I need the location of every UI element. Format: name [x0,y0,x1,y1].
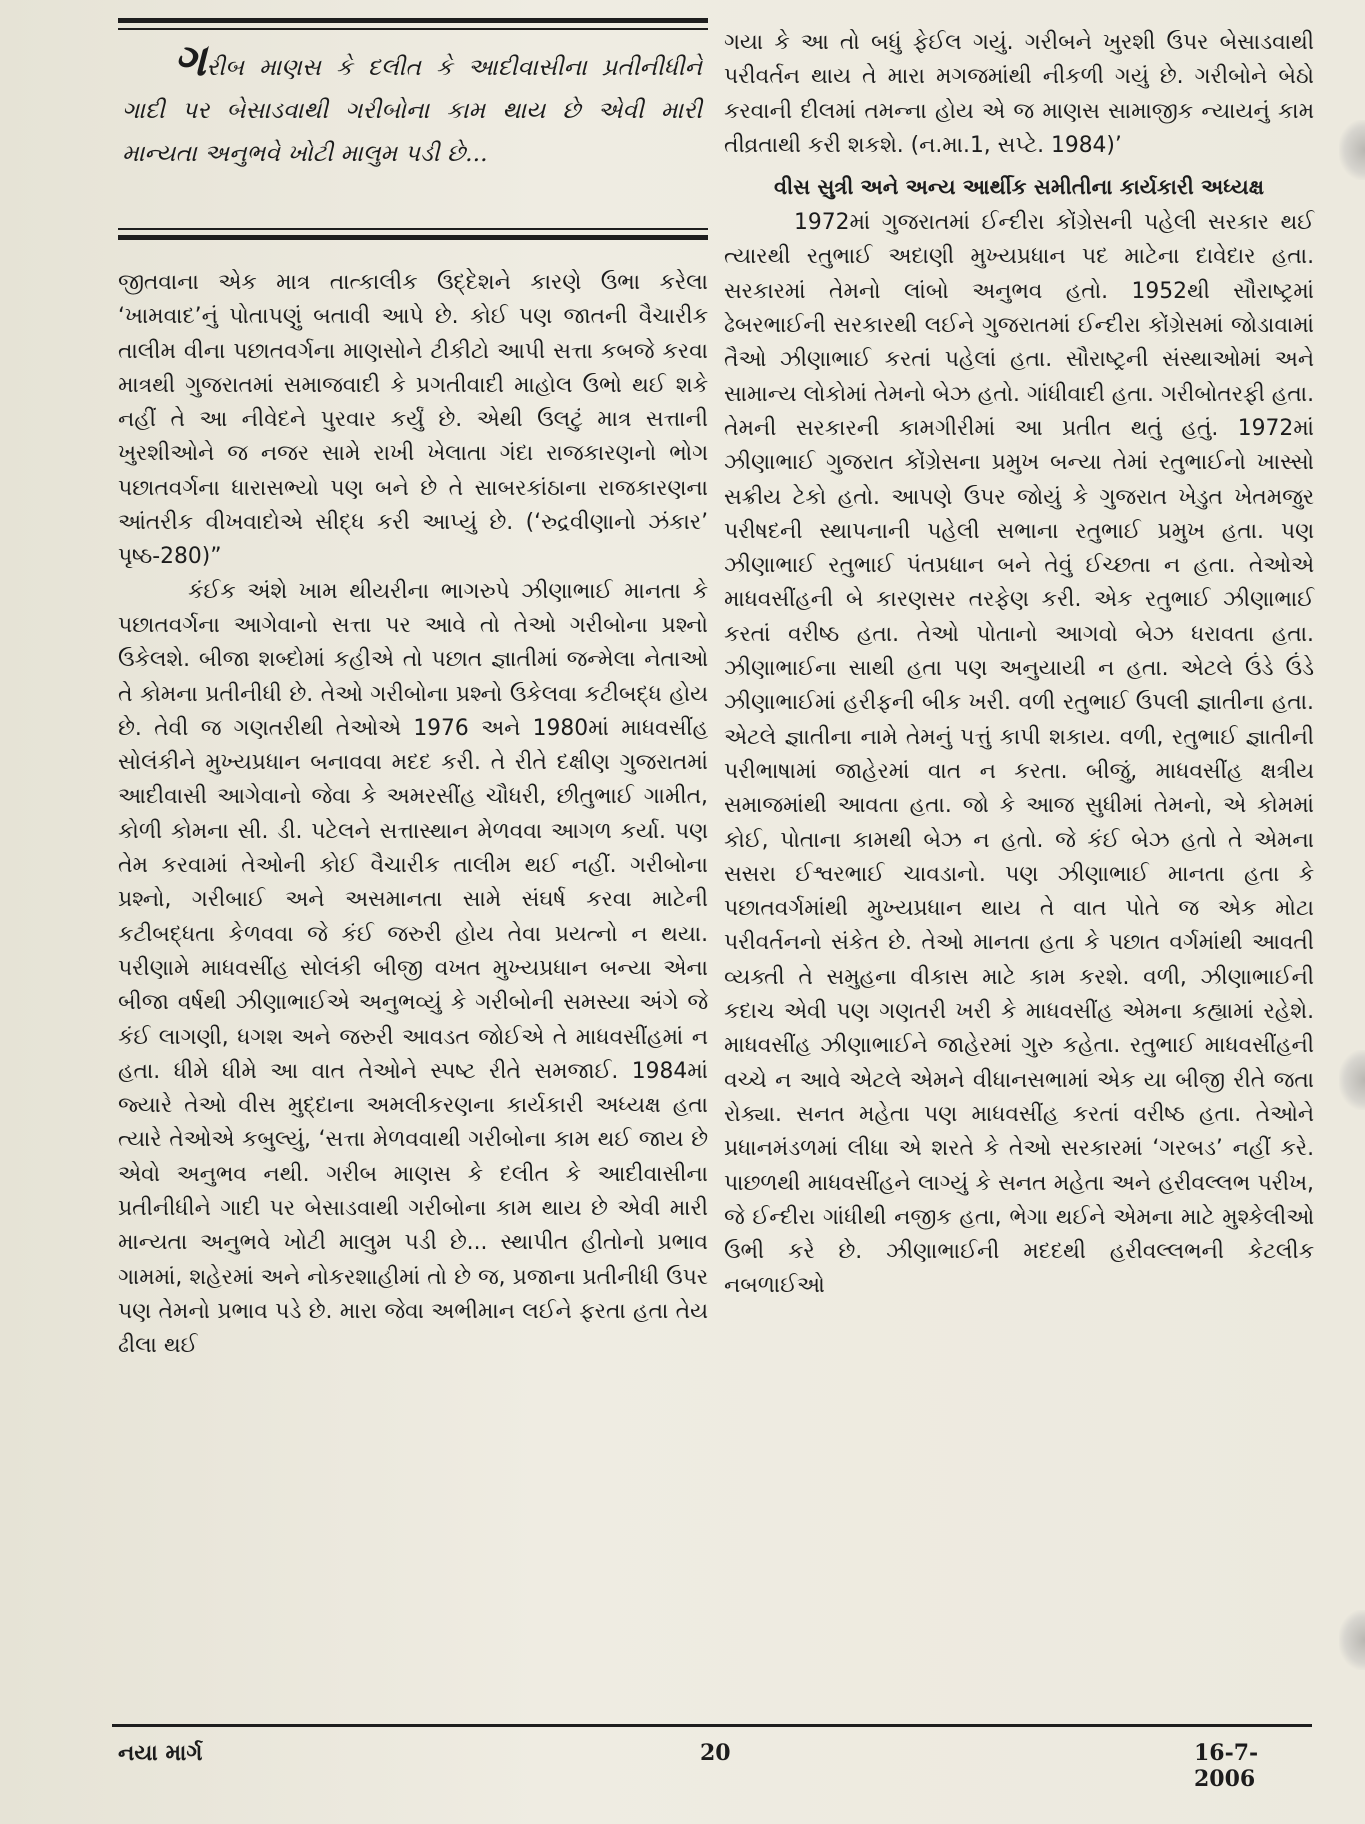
pull-quote [122,35,702,175]
page-number: 20 [700,1740,731,1766]
footer-rule [112,1724,1312,1727]
paragraph: ગયા કે આ તો બધું ફેઈલ ગયું. ગરીબને ખુરશી ઉપર બેસાડવાથી પરીવર્તન થાય તે મારા મગજમાંથી નીકળી ગયું છે. ગરીબોને બેઠો કરવાની દીલમાં તમન્ના હોય એ જ માણસ સામાજીક ન્યાયનું કામ તીવ્રતાથી કરી શકશે. (ન.મા.1, સપ્ટે. 1984)’ [724,30,1314,158]
publication-name: નયા માર્ગ [118,1740,203,1766]
paragraph: જીતવાના એક માત્ર તાત્કાલીક ઉદ્દેશને કારણે ઉભા કરેલા ‘ખામવાદ’નું પોતાપણું બતાવી આપે છે. કોઈ પણ જાતની વૈચારીક તાલીમ વીના પછાતવર્ગના માણસોને ટીકીટો આપી સત્તા કબજે કરવા માત્રથી ગુજરાતમાં સમાજવાદી કે પ્રગતીવાદી માહોલ ઉભો થઈ શકે નહીં તે આ નીવેદને પુરવાર કર્યું છે. એથી ઉલટું માત્ર સત્તાની ખુરશીઓને જ નજર સામે રાખી ખેલાતા ગંદા રાજકારણનો ભોગ પછાતવર્ગના ધારાસભ્યો પણ બને છે તે સાબરકાંઠાના રાજકારણના આંતરીક વીખવાદોએ સીદ્ધ કરી આપ્યું છે. (‘રુદ્રવીણાનો ઝંકાર’ પૃષ્ઠ-280)” [118,270,708,570]
section-heading: વીસ સુત્રી અને અન્ય આર્થીક સમીતીના કાર્યકારી અધ્યક્ષ [773,175,1264,200]
binding-hole [1339,120,1365,180]
issue-date: 16-7-2006 [1194,1740,1259,1792]
page-footer [112,1724,1312,1792]
paragraph: 1972માં ગુજરાતમાં ઈન્દીરા કોંગ્રેસની પહેલી સરકાર થઈ ત્યારથી રતુભાઈ અદાણી મુખ્યપ્રધાન પદ માટેના દાવેદાર હતા. સરકારમાં તેમનો લાંબો અનુભવ હતો. 1952થી સૌરાષ્ટ્રમાં ઢેબરભાઈની સરકારથી લઈને ગુજરાતમાં ઈન્દીરા કોંગ્રેસમાં જોડાવામાં તૈઓ ઝીણાભાઈ કરતાં પહેલાં હતા. સૌરાષ્ટ્રની સંસ્થાઓમાં અને સામાન્ય લોકોમાં તેમનો બેઝ હતો. ગાંધીવાદી હતા. ગરીબોતરફી હતા. તેમની સરકારની કામગીરીમાં આ પ્રતીત થતું હતું. 1972માં ઝીણાભાઈ ગુજરાત કોંગ્રેસના પ્રમુખ બન્યા તેમાં રતુભાઈનો ખાસ્સો સક્રીય ટેકો હતો. આપણે ઉપર જોયું કે ગુજરાત ખેડુત ખેતમજુર પરીષદની સ્થાપનાની પહેલી સભાના રતુભાઈ પ્રમુખ હતા. પણ ઝીણાભાઈ રતુભાઈ પંતપ્રધાન બને તેવું ઈચ્છતા ન હતા. તેઓએ માધવસીંહની બે કારણસર તરફેણ કરી. એક રતુભાઈ ઝીણાભાઈ કરતાં વરીષ્ઠ હતા. તેઓ પોતાનો આગવો બેઝ ધરાવતા હતા. ઝીણાભાઈના સાથી હતા પણ અનુયાયી ન હતા. એટલે ઉંડે ઉંડે ઝીણાભાઈમાં હરીફની બીક ખરી. વળી રતુભાઈ ઉપલી જ્ઞાતીના હતા. એટલે જ્ઞાતીના નામે તેમનું પત્તું કાપી શકાય. વળી, રતુભાઈ જ્ઞાતીની પરીભાષામાં જાહેરમાં વાત ન કરતા. બીજું, માધવસીંહ ક્ષત્રીય સમાજમાંથી આવતા હતા. જો કે આજ સુધીમાં તેમનો, એ કોમમાં કોઈ, પોતાના કામથી બેઝ ન હતો. જે કંઈ બેઝ હતો તે એમના સસરા ઈશ્વરભાઈ ચાવડાનો. પણ ઝીણાભાઈ માનતા હતા કે પછાતવર્ગમાંથી મુખ્યપ્રધાન થાય તે વાત પોતે જ એક મોટા પરીવર્તનનો સંકેત છે. તેઓ માનતા હતા કે પછાત વર્ગમાંથી આવતી વ્યક્તી તે સમુહના વીકાસ માટે કામ કરશે. વળી, ઝીણાભાઈની કદાચ એવી પણ ગણતરી ખરી કે માધવસીંહ એમના કહ્યામાં રહેશે. માધવસીંહ ઝીણાભાઈને જાહેરમાં ગુરુ કહેતા. રતુભાઈ માધવસીંહની વચ્ચે ન આવે એટલે એમને વીધાનસભામાં એક યા બીજી રીતે જતા રોક્યા. સનત મહેતા પણ માધવસીંહ કરતાં વરીષ્ઠ હતા. તેઓને પ્રધાનમંડળમાં લીધા એ શરતે કે તેઓ સરકારમાં ‘ગરબડ’ નહીં કરે. પાછળથી માધવસીંહને લાગ્યું કે સનત મહેતા અને હરીવલ્લભ પરીખ, જે ઈન્દીરા ગાંધીથી નજીક હતા, ભેગા થઈને એમના માટે મુશ્કેલીઓ ઉભી કરે છે. ઝીણાભાઈની મદદથી હરીવલ્લભની કેટલીક નબળાઈઓ [724,210,1314,1299]
binding-hole [1339,1610,1365,1670]
binding-hole [1339,1050,1365,1110]
paragraph: કંઈક અંશે ખામ થીયરીના ભાગરુપે ઝીણાભાઈ માનતા કે પછાતવર્ગના આગેવાનો સત્તા પર આવે તો તેઓ ગરીબોના પ્રશ્નો ઉકેલશે. બીજા શબ્દોમાં કહીએ તો પછાત જ્ઞાતીમાં જન્મેલા નેતાઓ તે કોમના પ્રતીનીધી છે. તેઓ ગરીબોના પ્રશ્નો ઉકેલવા કટીબદ્ધ હોય છે. તેવી જ ગણતરીથી તેઓએ 1976 અને 1980માં માધવસીંહ સોલંકીને મુખ્યપ્રધાન બનાવવા મદદ કરી. તે રીતે દક્ષીણ ગુજરાતમાં આદીવાસી આગેવાનો જેવા કે અમરસીંહ ચૌધરી, છીતુભાઈ ગામીત, કોળી કોમના સી. ડી. પટેલને સત્તાસ્થાન મેળવવા આગળ કર્યા. પણ તેમ કરવામાં તેઓની કોઈ વૈચારીક તાલીમ થઈ નહીં. ગરીબોના પ્રશ્નો, ગરીબાઈ અને અસમાનતા સામે સંઘર્ષ કરવા માટેની કટીબદ્ધતા કેળવવા જે કંઈ જરુરી હોય તેવા પ્રયત્નો ન થયા. પરીણામે માધવસીંહ સોલંકી બીજી વખત મુખ્યપ્રધાન બન્યા એના બીજા વર્ષથી ઝીણાભાઈએ અનુભવ્યું કે ગરીબોની સમસ્યા અંગે જે કંઈ લાગણી, ધગશ અને જરુરી આવડત જોઈએ તે માધવસીંહમાં ન હતા. ધીમે ધીમે આ વાત તેઓને સ્પષ્ટ રીતે સમજાઈ. 1984માં જ્યારે તેઓ વીસ મુદ્દાના અમલીકરણના કાર્યકારી અધ્યક્ષ હતા ત્યારે તેઓએ કબુલ્યું, ‘સત્તા મેળવવાથી ગરીબોના કામ થઈ જાય છે એવો અનુભવ નથી. ગરીબ માણસ કે દલીત કે આદીવાસીના પ્રતીનીધીને ગાદી પર બેસાડવાથી ગરીબોના કામ થાય છે એવી મારી માન્યતા અનુભવે ખોટી માલુમ પડી છે... સ્થાપીત હીતોનો પ્રભાવ ગામમાં, શહેરમાં અને નોકરશાહીમાં તો છે જ, પ્રજાના પ્રતીનીધી ઉપર પણ તેમનો પ્રભાવ પડે છે. મારા જેવા અભીમાન લઈને ફરતા હતા તેય ઢીલા થઈ [118,578,708,1359]
pull-quote-text: રીબ માણસ કે દલીત કે આદીવાસીના પ્રતીનીધીને ગાદી પર બેસાડવાથી ગરીબોના કામ થાય છે એવી મારી માન્યતા અનુભવે ખોટી માલુમ પડી છે... [122,53,702,167]
pull-quote-top-rule-thin [118,28,708,30]
pull-quote-bottom-rule [118,235,708,240]
pull-quote-drop-letter: ગ [174,35,207,86]
